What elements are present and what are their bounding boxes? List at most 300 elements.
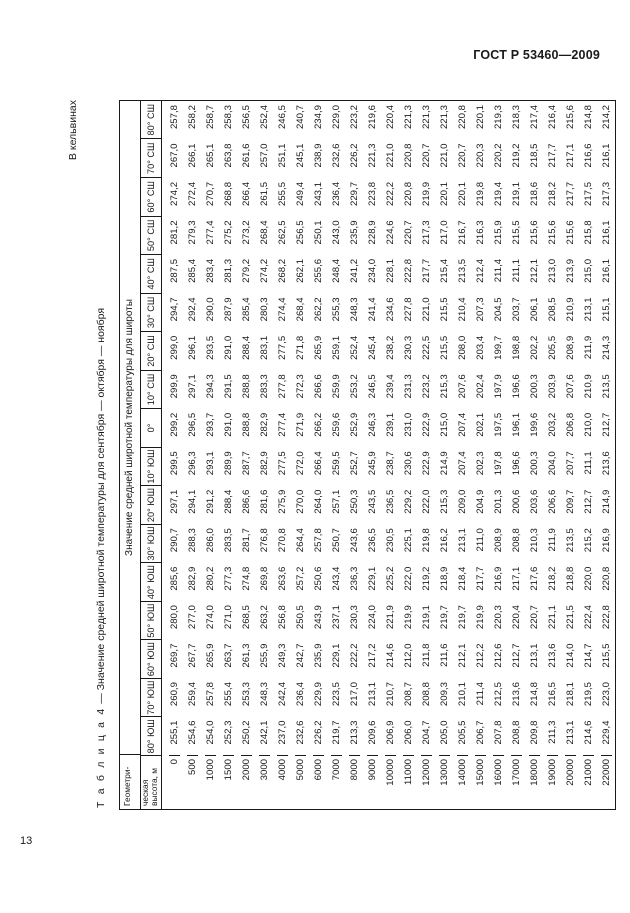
table-column-header-row [141, 101, 162, 809]
temperature-cell: 212,7 [600, 412, 612, 437]
temperature-cell: 216,2 [438, 528, 450, 553]
temperature-cell: 265,9 [204, 643, 216, 668]
temperature-cell: 231,0 [402, 412, 414, 437]
temperature-cell: 236,5 [384, 489, 396, 514]
temperature-cell: 217,6 [528, 566, 540, 591]
temperature-cell: 226,2 [312, 720, 324, 745]
temperature-cell: 215,5 [438, 335, 450, 360]
temperature-cell: 261,6 [240, 143, 252, 168]
temperature-cell: 277,4 [204, 220, 216, 245]
temperature-cell: 207,4 [456, 412, 468, 437]
temperature-cell: 217,3 [600, 181, 612, 206]
temperature-cell: 204,9 [474, 489, 486, 514]
temperature-cell: 211,4 [492, 258, 504, 283]
temperature-cell: 216,1 [600, 220, 612, 245]
temperature-cell: 262,5 [276, 220, 288, 245]
temperature-cell: 211,8 [420, 643, 432, 667]
temperature-cell: 220,7 [420, 143, 432, 168]
temperature-cell: 213,0 [546, 258, 558, 283]
temperature-cell: 225,1 [402, 528, 414, 553]
temperature-cell: 238,7 [384, 451, 396, 476]
temperature-cell: 219,7 [330, 720, 342, 745]
altitude-cell: 9000 [367, 755, 378, 809]
temperature-cell: 294,1 [186, 489, 198, 514]
temperature-cell: 214,8 [528, 682, 540, 707]
temperature-cell: 207,7 [564, 451, 576, 476]
temperature-cell: 220,8 [456, 105, 468, 130]
altitude-cell: 21000 [583, 755, 594, 809]
temperature-cell: 249,4 [294, 181, 306, 206]
temperature-cell: 257,8 [204, 682, 216, 707]
temperature-cell: 252,4 [258, 105, 270, 130]
temperature-cell: 197,9 [492, 374, 504, 399]
temperature-cell: 229,9 [312, 682, 324, 707]
temperature-cell: 234,6 [384, 297, 396, 322]
temperature-cell: 289,9 [222, 451, 234, 476]
temperature-cell: 206,7 [474, 720, 486, 745]
temperature-cell: 268,4 [258, 220, 270, 245]
temperature-cell: 210,7 [384, 682, 396, 707]
temperature-cell: 217,2 [366, 643, 378, 668]
temperature-cell: 213,6 [510, 682, 522, 707]
table-row [597, 101, 615, 809]
temperature-cell: 220,1 [474, 105, 486, 130]
column-header: 70° СШ [141, 139, 161, 178]
temperature-cell: 210,3 [528, 528, 540, 553]
temperature-cell: 267,7 [186, 643, 198, 668]
temperature-cell: 221,0 [384, 143, 396, 168]
temperature-cell: 208,0 [456, 335, 468, 360]
column-header: 0° [141, 408, 161, 447]
temperature-cell: 272,4 [186, 181, 198, 206]
altitude-header-line3: высота, м [149, 767, 159, 806]
column-header: 30° СШ [141, 293, 161, 332]
temperature-cell: 203,2 [546, 412, 558, 437]
rotated-table-block [67, 100, 617, 810]
temperature-cell: 235,9 [312, 643, 324, 668]
temperature-cell: 246,5 [276, 105, 288, 130]
temperature-cell: 296,1 [186, 335, 198, 360]
temperature-cell: 203,9 [546, 374, 558, 399]
temperature-cell: 220,8 [402, 143, 414, 168]
temperature-cell: 266,1 [186, 143, 198, 168]
temperature-cell: 219,2 [510, 143, 522, 168]
temperature-cell: 221,0 [438, 143, 450, 168]
column-header: 30° ЮШ [141, 524, 161, 563]
temperature-cell: 259,9 [330, 374, 342, 399]
altitude-cell: 5000 [295, 755, 306, 809]
temperature-cell: 246,3 [366, 412, 378, 437]
temperature-cell: 257,8 [312, 528, 324, 553]
temperature-cell: 272,3 [294, 374, 306, 399]
temperature-cell: 268,4 [294, 297, 306, 322]
temperature-cell: 215,5 [510, 220, 522, 245]
temperature-cell: 208,7 [402, 682, 414, 707]
temperature-cell: 263,6 [276, 566, 288, 591]
column-header: 50° СШ [141, 216, 161, 255]
temperature-cell: 243,0 [330, 220, 342, 245]
temperature-cell: 246,5 [366, 374, 378, 399]
temperature-cell: 219,7 [438, 605, 450, 630]
temperature-cell: 200,3 [528, 451, 540, 476]
temperature-cell: 200,6 [510, 489, 522, 514]
temperature-cell: 205,0 [438, 720, 450, 745]
temperature-cell: 261,3 [240, 643, 252, 668]
temperature-cell: 297,1 [186, 374, 198, 399]
table-row [471, 101, 489, 809]
temperature-cell: 212,7 [582, 489, 594, 514]
temperature-cell: 253,2 [348, 374, 360, 399]
temperature-cell: 286,0 [204, 528, 216, 553]
temperature-cell: 219,9 [420, 181, 432, 206]
temperature-cell: 267,0 [168, 143, 180, 168]
temperature-cell: 214,6 [582, 720, 594, 745]
document-code: ГОСТ Р 53460—2009 [473, 48, 600, 62]
temperature-cell: 268,2 [276, 258, 288, 283]
altitude-cell: 16000 [493, 755, 504, 809]
table-caption [95, 308, 107, 808]
temperature-cell: 214,3 [600, 335, 612, 360]
temperature-cell: 218,3 [510, 105, 522, 130]
temperature-cell: 261,5 [258, 181, 270, 206]
temperature-cell: 291,2 [204, 489, 216, 514]
temperature-cell: 216,3 [474, 220, 486, 245]
temperature-cell: 250,5 [294, 605, 306, 630]
temperature-cell: 236,3 [348, 566, 360, 591]
temperature-cell: 264,4 [294, 528, 306, 553]
temperature-cell: 245,1 [294, 143, 306, 168]
temperature-cell: 214,6 [384, 643, 396, 668]
temperature-cell: 211,9 [546, 528, 558, 552]
temperature-cell: 229,2 [402, 489, 414, 514]
temperature-cell: 287,5 [168, 258, 180, 283]
temperature-cell: 218,9 [438, 566, 450, 591]
temperature-cell: 213,5 [456, 258, 468, 283]
temperature-cell: 209,8 [528, 720, 540, 745]
table-row [435, 101, 453, 809]
temperature-cell: 288,4 [222, 489, 234, 514]
temperature-cell: 229,7 [348, 181, 360, 206]
temperature-cell: 271,8 [294, 335, 306, 360]
temperature-cell: 288,8 [240, 412, 252, 437]
temperature-cell: 196,1 [510, 412, 522, 437]
temperature-cell: 235,9 [348, 220, 360, 245]
temperature-cell: 236,4 [330, 181, 342, 206]
temperature-cell: 206,0 [402, 720, 414, 745]
temperature-cell: 260,9 [168, 682, 180, 707]
temperature-cell: 213,5 [564, 528, 576, 553]
temperature-cell: 216,9 [600, 528, 612, 553]
temperature-cell: 255,4 [222, 682, 234, 707]
table-row [201, 101, 219, 809]
temperature-cell: 279,2 [240, 258, 252, 283]
table-row [507, 101, 525, 809]
temperature-cell: 211,3 [546, 720, 558, 744]
temperature-cell: 281,3 [222, 258, 234, 283]
temperature-cell: 224,6 [384, 220, 396, 245]
temperature-cell: 249,3 [276, 643, 288, 668]
temperature-cell: 208,8 [510, 528, 522, 553]
temperature-cell: 288,8 [240, 374, 252, 399]
temperature-cell: 280,3 [258, 297, 270, 322]
altitude-cell: 20000 [565, 755, 576, 809]
temperature-cell: 220,1 [438, 181, 450, 206]
temperature-cell: 299,0 [168, 335, 180, 360]
temperature-cell: 258,7 [204, 105, 216, 130]
temperature-cell: 296,5 [186, 412, 198, 437]
temperature-cell: 209,0 [456, 489, 468, 514]
temperature-cell: 201,3 [492, 489, 504, 514]
temperature-cell: 274,0 [204, 605, 216, 630]
temperature-cell: 197,8 [492, 451, 504, 476]
table-span-header-row [120, 101, 141, 809]
table-row [219, 101, 237, 809]
temperature-cell: 196,6 [510, 451, 522, 476]
temperature-cell: 213,1 [564, 720, 576, 745]
temperature-cell: 277,5 [276, 451, 288, 476]
temperature-cell: 213,1 [366, 682, 378, 707]
temperature-cell: 243,4 [330, 566, 342, 591]
temperature-cell: 273,2 [240, 220, 252, 245]
temperature-cell: 263,2 [258, 605, 270, 630]
temperature-cell: 252,3 [222, 720, 234, 745]
caption-title: — Значение средней широтной температуры для сентября — октября — ноября [95, 307, 107, 707]
temperature-cell: 212,2 [474, 643, 486, 668]
temperature-cell: 197,5 [492, 412, 504, 437]
temperature-cell: 230,3 [402, 335, 414, 360]
temperature-cell: 206,1 [528, 297, 540, 322]
temperature-cell: 206,8 [564, 412, 576, 437]
temperature-cell: 285,4 [240, 297, 252, 322]
temperature-cell: 203,4 [474, 335, 486, 360]
temperature-cell: 230,6 [402, 451, 414, 476]
temperature-cell: 221,3 [420, 105, 432, 130]
temperature-cell: 215,4 [438, 258, 450, 283]
temperature-cell: 230,5 [384, 528, 396, 553]
temperature-cell: 218,6 [528, 181, 540, 206]
temperature-cell: 215,6 [564, 220, 576, 245]
temperature-cell: 224,0 [366, 605, 378, 630]
temperature-cell: 292,4 [186, 297, 198, 322]
temperature-cell: 285,6 [168, 566, 180, 591]
temperature-cell: 211,1 [582, 451, 594, 475]
temperature-cell: 219,3 [492, 105, 504, 130]
temperature-cell: 240,7 [294, 105, 306, 130]
temperature-cell: 288,4 [240, 335, 252, 360]
altitude-cell: 18000 [529, 755, 540, 809]
temperature-cell: 274,2 [258, 258, 270, 283]
temperature-cell: 220,4 [510, 605, 522, 630]
temperature-cell: 219,1 [510, 181, 522, 206]
temperature-cell: 213,1 [528, 643, 540, 668]
altitude-cell: 14000 [457, 755, 468, 809]
temperature-cell: 219,8 [474, 181, 486, 206]
table-row [309, 101, 327, 809]
temperature-cell: 212,1 [456, 643, 468, 668]
temperature-cell: 252,7 [348, 451, 360, 476]
temperature-cell: 214,2 [600, 105, 612, 130]
temperature-cell: 250,7 [330, 528, 342, 553]
temperature-cell: 274,4 [276, 297, 288, 322]
temperature-cell: 250,2 [240, 720, 252, 745]
temperature-cell: 215,6 [528, 220, 540, 245]
temperature-cell: 222,0 [420, 489, 432, 514]
temperature-cell: 256,5 [294, 220, 306, 245]
temperature-cell: 220,8 [402, 181, 414, 206]
temperature-cell: 214,7 [582, 643, 594, 668]
table-row [543, 101, 561, 809]
temperature-cell: 228,1 [384, 258, 396, 283]
temperature-cell: 248,3 [348, 297, 360, 322]
temperature-cell: 206,6 [546, 489, 558, 514]
temperature-cell: 270,7 [204, 181, 216, 206]
temperature-cell: 271,9 [294, 412, 306, 437]
temperature-cell: 228,9 [366, 220, 378, 245]
temperature-cell: 213,3 [348, 720, 360, 745]
temperature-cell: 223,8 [366, 181, 378, 206]
temperature-cell: 299,5 [168, 451, 180, 476]
temperature-cell: 219,1 [420, 605, 432, 630]
temperature-cell: 214,0 [564, 643, 576, 668]
temperature-cell: 213,1 [582, 297, 594, 322]
temperature-cell: 209,7 [564, 489, 576, 514]
altitude-cell: 12000 [421, 755, 432, 809]
altitude-cell: 17000 [511, 755, 522, 809]
temperature-cell: 217,5 [582, 181, 594, 206]
temperature-cell: 232,6 [330, 143, 342, 168]
temperature-cell: 250,3 [348, 489, 360, 514]
temperature-cell: 277,3 [222, 566, 234, 591]
column-header: 60° ЮШ [141, 639, 161, 678]
altitude-cell: 0 [169, 755, 180, 809]
temperature-cell: 212,4 [474, 258, 486, 283]
temperature-cell: 269,8 [258, 566, 270, 591]
temperature-cell: 254,6 [186, 720, 198, 745]
temperature-cell: 258,2 [186, 105, 198, 130]
temperature-cell: 255,9 [258, 643, 270, 668]
temperature-cell: 299,9 [168, 374, 180, 399]
altitude-cell: 500 [187, 755, 198, 809]
temperature-cell: 217,7 [474, 566, 486, 591]
temperature-cell: 237,0 [276, 720, 288, 745]
column-header: 10° СШ [141, 370, 161, 409]
temperature-cell: 222,0 [402, 566, 414, 591]
temperature-cell: 216,9 [492, 566, 504, 591]
temperature-cell: 237,1 [330, 605, 342, 630]
temperature-cell: 218,1 [564, 682, 576, 707]
temperature-cell: 199,6 [528, 412, 540, 437]
table-row [363, 101, 381, 809]
temperature-cell: 220,7 [528, 605, 540, 630]
temperature-cell: 286,6 [240, 489, 252, 514]
temperature-cell: 287,7 [240, 451, 252, 476]
altitude-cell: 3000 [259, 755, 270, 809]
temperature-cell: 202,4 [474, 374, 486, 399]
temperature-cell: 274,2 [168, 181, 180, 206]
temperature-cell: 215,5 [438, 297, 450, 322]
temperature-cell: 255,1 [168, 720, 180, 745]
temperature-cell: 257,2 [294, 566, 306, 591]
temperature-cell: 296,3 [186, 451, 198, 476]
temperature-cell: 217,3 [420, 220, 432, 245]
temperature-cell: 229,1 [330, 643, 342, 668]
temperature-cell: 213,6 [600, 451, 612, 476]
temperature-cell: 211,6 [438, 643, 450, 667]
temperature-cell: 283,4 [204, 258, 216, 283]
temperature-cell: 208,9 [564, 335, 576, 360]
temperature-cell: 215,3 [438, 374, 450, 399]
temperature-cell: 265,9 [312, 335, 324, 360]
temperature-cell: 242,7 [294, 643, 306, 668]
altitude-cell: 6000 [313, 755, 324, 809]
column-header: 50° ЮШ [141, 601, 161, 640]
temperature-cell: 219,7 [456, 605, 468, 630]
temperature-cell: 211,4 [474, 682, 486, 706]
temperature-table [119, 100, 616, 810]
table-row [165, 101, 183, 809]
temperature-cell: 250,6 [312, 566, 324, 591]
temperature-cell: 218,5 [528, 143, 540, 168]
temperature-cell: 282,9 [258, 451, 270, 476]
temperature-cell: 198,8 [510, 335, 522, 360]
temperature-cell: 231,3 [402, 374, 414, 399]
temperature-cell: 299,2 [168, 412, 180, 437]
temperature-cell: 213,9 [564, 258, 576, 283]
table-row [237, 101, 255, 809]
temperature-cell: 234,9 [312, 105, 324, 130]
temperature-cell: 222,2 [348, 643, 360, 668]
temperature-cell: 219,8 [420, 528, 432, 553]
temperature-cell: 196,6 [510, 374, 522, 399]
temperature-cell: 220,3 [492, 605, 504, 630]
temperature-cell: 199,7 [492, 335, 504, 360]
temperature-cell: 216,6 [582, 143, 594, 168]
temperature-cell: 212,1 [528, 258, 540, 283]
temperature-cell: 216,5 [546, 682, 558, 707]
table-row [291, 101, 309, 809]
temperature-cell: 268,5 [240, 605, 252, 630]
temperature-cell: 243,6 [348, 528, 360, 553]
temperature-cell: 275,9 [276, 489, 288, 514]
temperature-cell: 255,5 [276, 181, 288, 206]
temperature-cell: 290,0 [204, 297, 216, 322]
temperature-cell: 277,0 [186, 605, 198, 630]
temperature-cell: 223,2 [420, 374, 432, 399]
temperature-cell: 211,9 [582, 335, 594, 360]
caption-prefix: Т а б л и ц а 4 [95, 706, 107, 808]
altitude-cell: 13000 [439, 755, 450, 809]
temperature-cell: 210,9 [582, 374, 594, 399]
temperature-cell: 219,9 [474, 605, 486, 630]
temperature-cell: 215,6 [564, 105, 576, 130]
temperature-cell: 220,4 [384, 105, 396, 130]
temperature-cell: 208,5 [546, 297, 558, 322]
temperature-cell: 277,4 [276, 412, 288, 437]
temperature-cell: 215,8 [582, 220, 594, 245]
column-header: 10° ЮШ [141, 447, 161, 486]
temperature-cell: 217,0 [438, 220, 450, 245]
table-row [579, 101, 597, 809]
temperature-cell: 207,8 [492, 720, 504, 745]
temperature-cell: 245,4 [366, 335, 378, 360]
table-row [381, 101, 399, 809]
altitude-cell: 15000 [475, 755, 486, 809]
table-row [561, 101, 579, 809]
column-header: 40° СШ [141, 254, 161, 293]
temperature-cell: 221,3 [366, 143, 378, 168]
table-body [165, 101, 615, 809]
temperature-cell: 281,7 [240, 528, 252, 553]
